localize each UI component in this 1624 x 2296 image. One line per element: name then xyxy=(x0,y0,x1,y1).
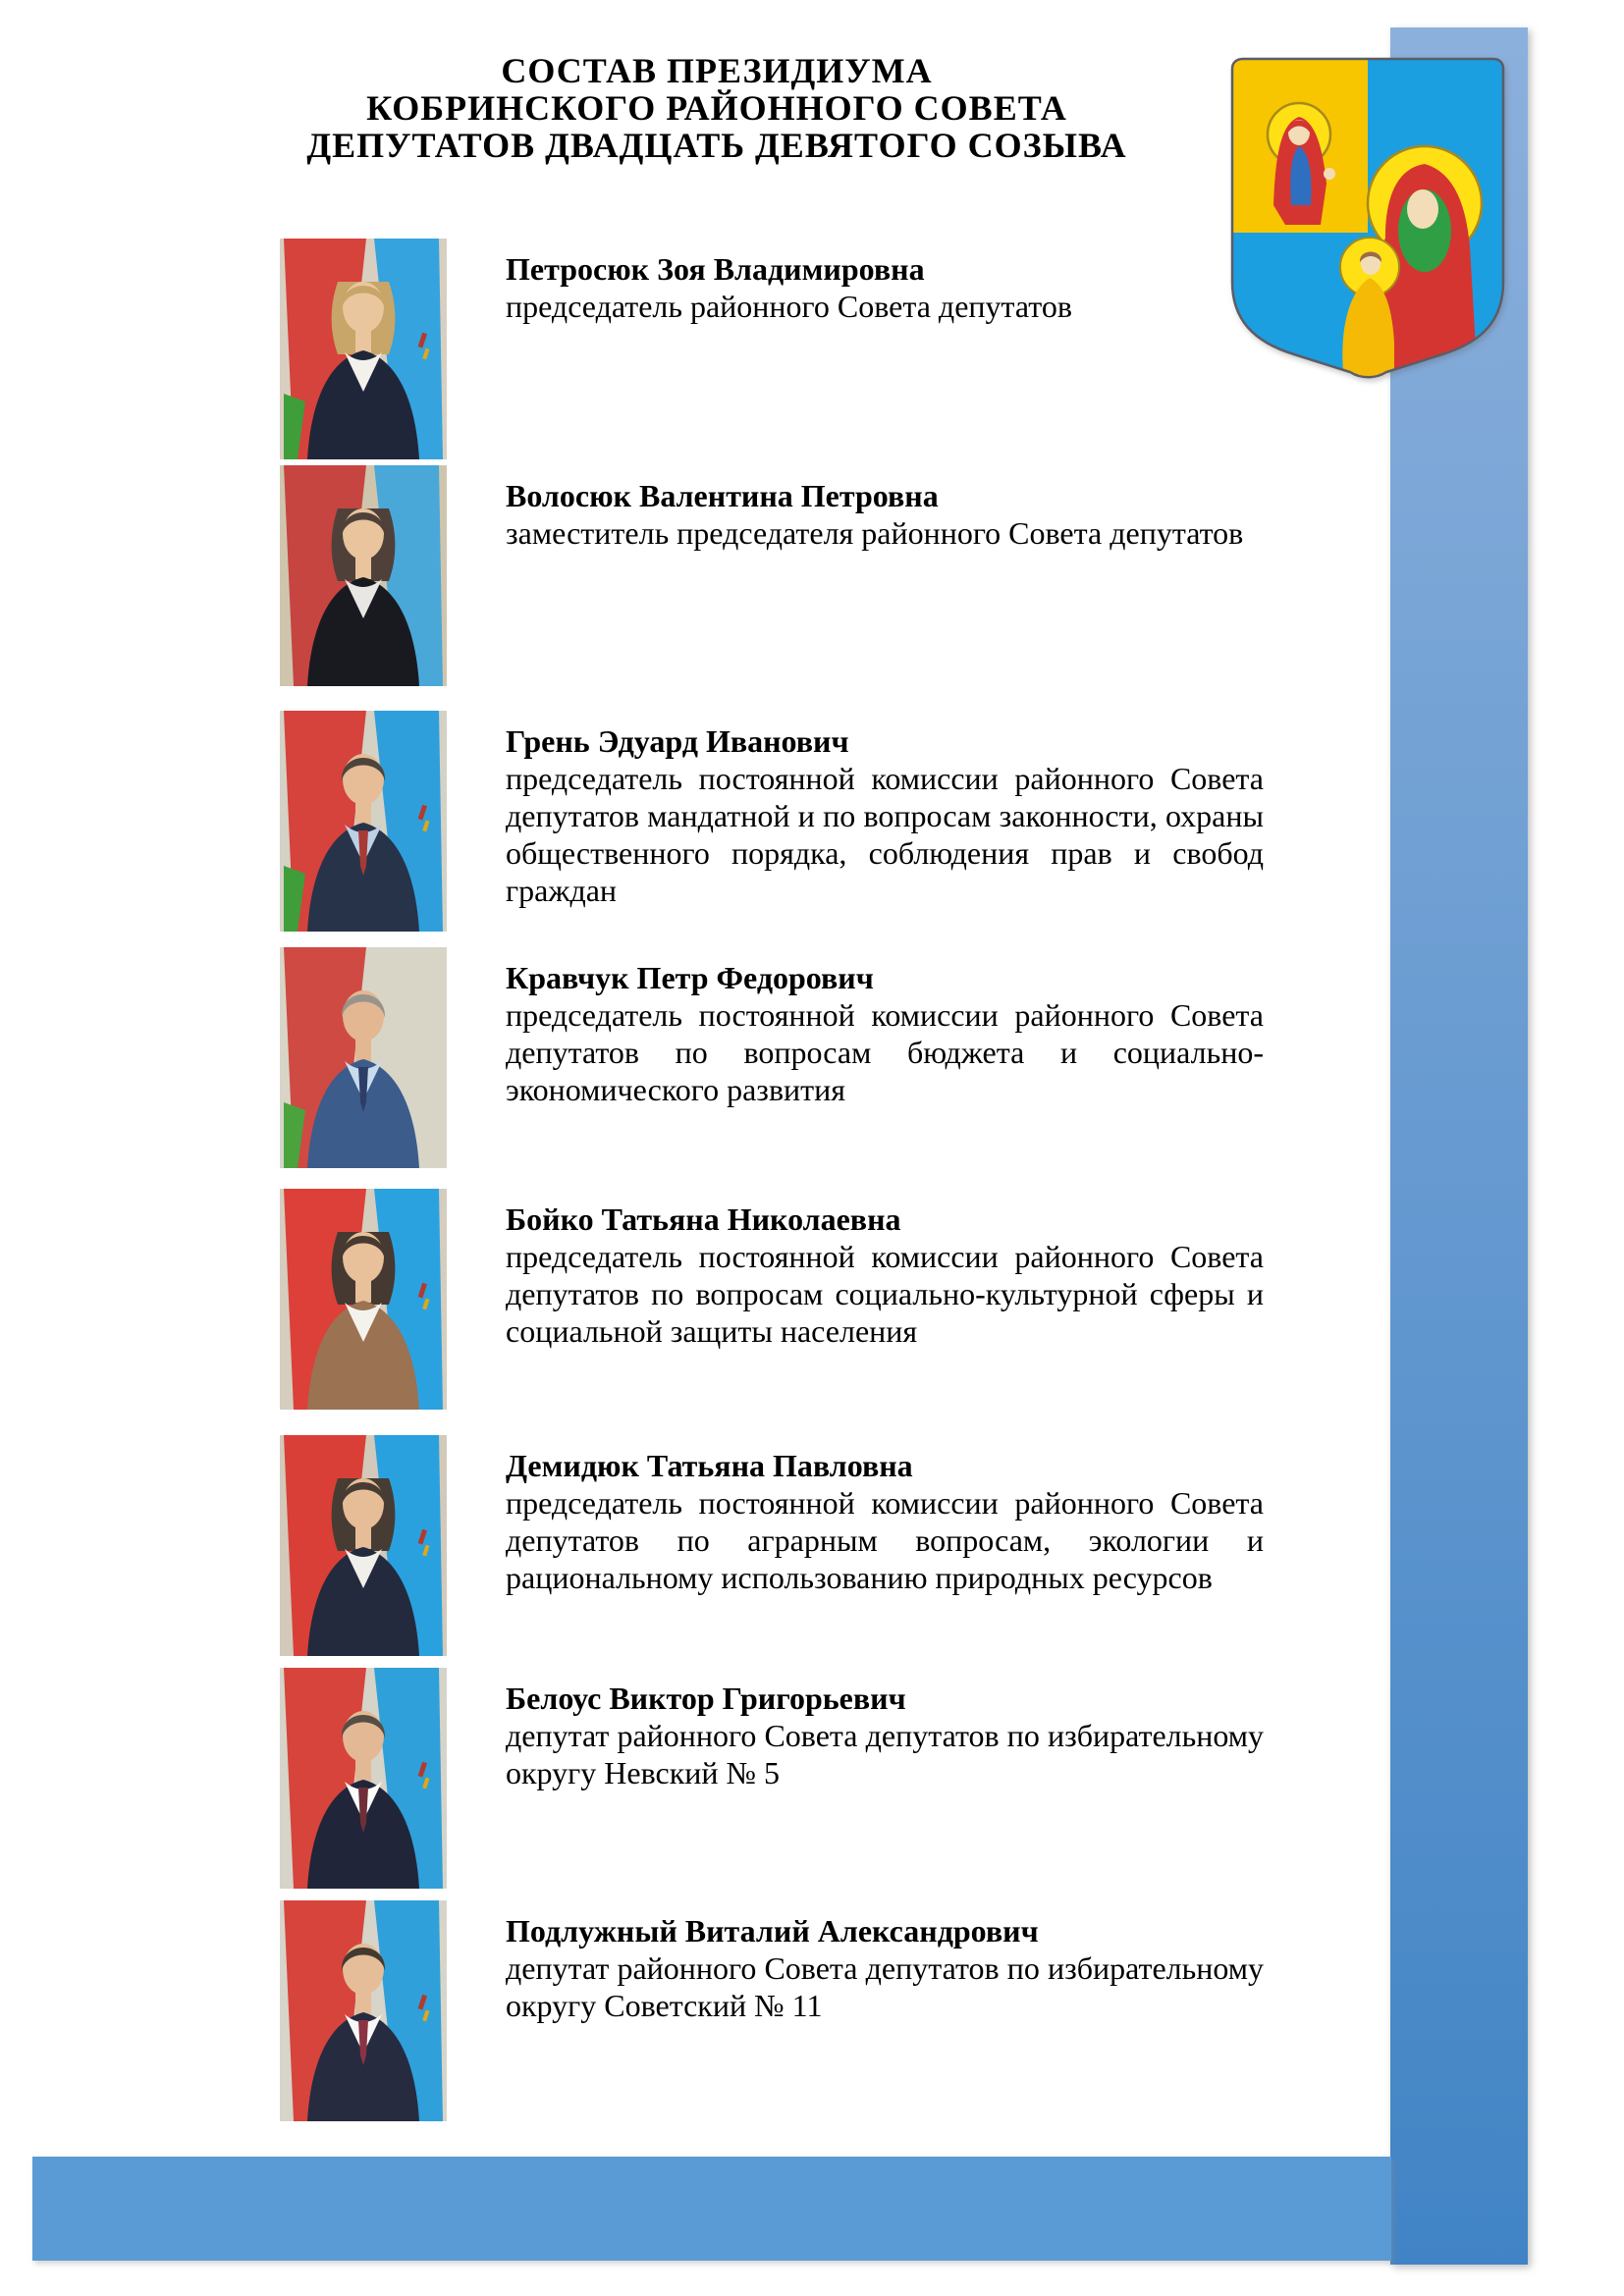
member-photo xyxy=(280,1900,447,2121)
member-position: председатель постоянной комиссии районного Совета депутатов мандатной и по вопросам законности, охраны общественного порядка, соблюдения прав и свобод граждан xyxy=(506,761,1264,908)
member-photo xyxy=(280,1189,447,1410)
member-photo xyxy=(280,465,447,686)
member-photo xyxy=(280,711,447,932)
member-info xyxy=(506,1900,1264,2024)
member-name: Грень Эдуард Иванович xyxy=(506,723,849,759)
member-row xyxy=(280,711,1267,932)
member-row xyxy=(280,1189,1267,1410)
member-row xyxy=(280,947,1267,1168)
member-row xyxy=(280,1668,1267,1889)
member-name: Белоус Виктор Григорьевич xyxy=(506,1681,906,1716)
virgin-face xyxy=(1407,189,1438,229)
member-name: Петросюк Зоя Владимировна xyxy=(506,251,925,287)
member-position: заместитель председателя районного Совета депутатов xyxy=(506,515,1244,551)
member-row xyxy=(280,1435,1267,1656)
member-photo xyxy=(280,239,447,459)
member-position: председатель районного Совета депутатов xyxy=(506,289,1072,324)
member-photo xyxy=(280,947,447,1168)
member-position: председатель постоянной комиссии районного Совета депутатов по вопросам социально-культурной сферы и социальной защиты населения xyxy=(506,1239,1264,1349)
kobrin-district-coat-of-arms xyxy=(1230,56,1506,381)
page-title-line-3: ДЕПУТАТОВ ДВАДЦАТЬ ДЕВЯТОГО СОЗЫВА xyxy=(306,126,1127,165)
member-info xyxy=(506,1435,1264,1596)
member-position: депутат районного Совета депутатов по избирательному округу Невский № 5 xyxy=(506,1718,1264,1790)
page-title-line-2: КОБРИНСКОГО РАЙОННОГО СОВЕТА xyxy=(366,88,1067,128)
member-info xyxy=(506,239,1264,325)
member-info xyxy=(506,1668,1264,1791)
member-row xyxy=(280,239,1267,459)
member-photo xyxy=(280,1668,447,1889)
page-title-line-1: СОСТАВ ПРЕЗИДИУМА xyxy=(501,51,933,90)
member-row xyxy=(280,1900,1267,2121)
small-saint-hand xyxy=(1324,168,1335,180)
member-name: Волосюк Валентина Петровна xyxy=(506,478,939,513)
member-name: Демидюк Татьяна Павловна xyxy=(506,1448,913,1483)
member-name: Бойко Татьяна Николаевна xyxy=(506,1201,901,1237)
member-info xyxy=(506,465,1264,552)
member-info xyxy=(506,947,1264,1108)
bottom-accent-bar xyxy=(32,2157,1391,2261)
member-position: председатель постоянной комиссии районного Совета депутатов по аграрным вопросам, экологии и рациональному использованию природных ресурсов xyxy=(506,1485,1264,1595)
member-position: председатель постоянной комиссии районного Совета депутатов по вопросам бюджета и социально-экономического развития xyxy=(506,997,1264,1107)
member-name: Кравчук Петр Федорович xyxy=(506,960,874,995)
member-info xyxy=(506,1189,1264,1350)
member-info xyxy=(506,711,1264,909)
page-title xyxy=(135,52,1299,164)
member-position: депутат районного Совета депутатов по избирательному округу Советский № 11 xyxy=(506,1950,1264,2023)
presidium-member-list xyxy=(280,239,1267,2137)
member-row xyxy=(280,465,1267,686)
member-photo xyxy=(280,1435,447,1656)
member-name: Подлужный Виталий Александрович xyxy=(506,1913,1039,1949)
